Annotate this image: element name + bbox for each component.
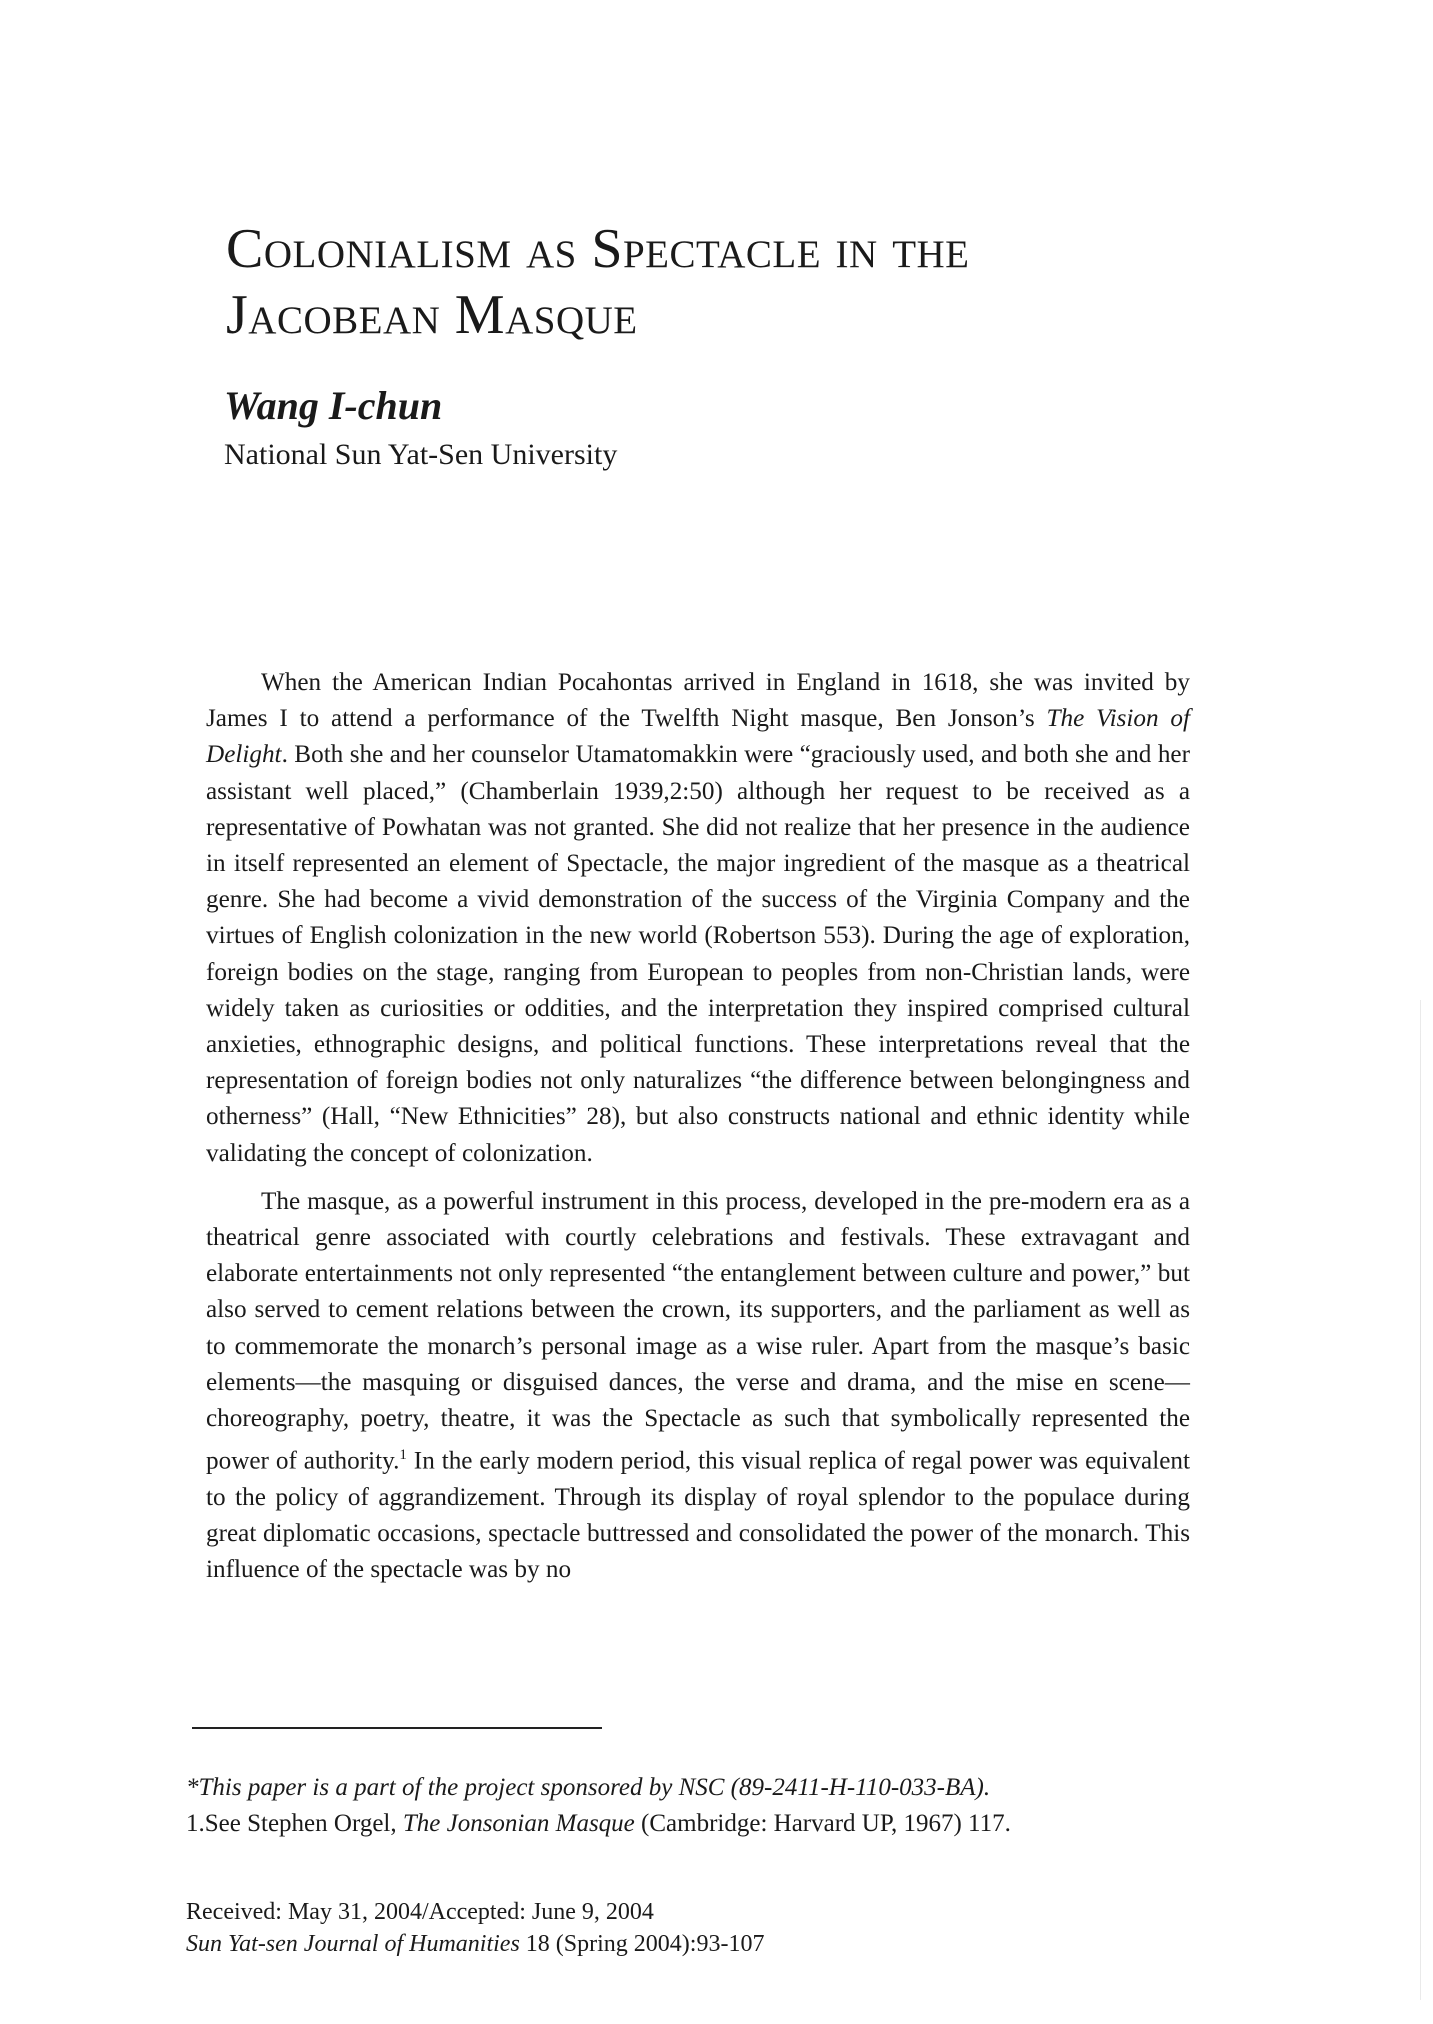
author-affiliation: National Sun Yat-Sen University: [224, 438, 618, 471]
footnote-marker: 1: [399, 1447, 407, 1464]
footnotes: [186, 1770, 1186, 1842]
scan-edge-line: [1420, 1000, 1421, 2000]
publication-info: [186, 1896, 1186, 1960]
footnote-divider: [192, 1727, 602, 1729]
p2-text-b: In the early modern period, this visual replica of regal power was equivalent to the policy of aggrandizement. Through its display of royal splendor to the populace during great diplomatic occasions, spectacle buttressed and consolidated the power of the monarch. This influence of the spectacle was by no: [206, 1447, 1190, 1584]
title-line-2: Jacobean Masque: [226, 284, 638, 346]
p1-work-title: The Vision of Delight: [206, 705, 1190, 769]
paragraph-1: [206, 665, 1190, 1172]
title-line-1: Colonialism as Spectacle in the: [226, 218, 970, 280]
footnote-1-text-b: (Cambridge: Harvard UP, 1967) 117.: [634, 1810, 1011, 1837]
p1-text-b: . Both she and her counselor Utamatomakkin were “graciously used, and both she and her assistant well placed,” (Chamberlain 1939,2:50) although her request to be received as a representative of Powhatan was not granted. She did not realize that her presence in the audience in itself represented an element of Spectacle, the major ingredient of the masque as a theatrical genre. She had become a vivid demonstration of the success of the Virginia Company and the virtues of English colonization in the new world (Robertson 553). During the age of exploration, foreign bodies on the stage, ranging from European to peoples from non-Christian lands, were widely taken as curiosities or oddities, and the interpretation they inspired comprised cultural anxieties, ethnographic designs, and political functions. These interpretations reveal that the representation of foreign bodies not only naturalizes “the difference between belongingness and otherness” (Hall, “New Ethnicities” 28), but also constructs national and ethnic identity while validating the concept of colonization.: [206, 741, 1190, 1167]
received-accepted: Received: May 31, 2004/Accepted: June 9, 2004: [186, 1899, 654, 1925]
journal-citation: [186, 1928, 1186, 1960]
p1-text-a: When the American Indian Pocahontas arrived in England in 1618, she was invited by James I to attend a performance of the Twelfth Night masque, Ben Jonson’s: [206, 669, 1190, 733]
volume-pages: 18 (Spring 2004):93-107: [519, 1931, 765, 1957]
author-name: Wang I-chun: [224, 383, 443, 428]
footnote-1: [186, 1806, 1186, 1842]
paper-title: [226, 216, 1226, 348]
footnote-1-title: The Jonsonian Masque: [402, 1810, 635, 1837]
p2-text-a: The masque, as a powerful instrument in this process, developed in the pre-modern era as a theatrical genre associated with courtly celebrations and festivals. These extravagant and elaborate entertainments not only represented “the entanglement between culture and power,” but also served to cement relations between the crown, its supporters, and the parliament as well as to commemorate the monarch’s personal image as a wise ruler. Apart from the masque’s basic elements—the masquing or disguised dances, the verse and drama, and the mise en scene—choreography, poetry, theatre, it was the Spectacle as such that symbolically represented the power of authority.: [206, 1187, 1190, 1475]
footnote-star: *This paper is a part of the project sponsored by NSC (89-2411-H-110-033-BA).: [186, 1774, 991, 1801]
journal-name: Sun Yat-sen Journal of Humanities: [186, 1931, 520, 1957]
paragraph-2: [206, 1184, 1190, 1589]
footnote-1-text-a: 1.See Stephen Orgel,: [186, 1810, 403, 1837]
body-text: [206, 665, 1190, 1600]
